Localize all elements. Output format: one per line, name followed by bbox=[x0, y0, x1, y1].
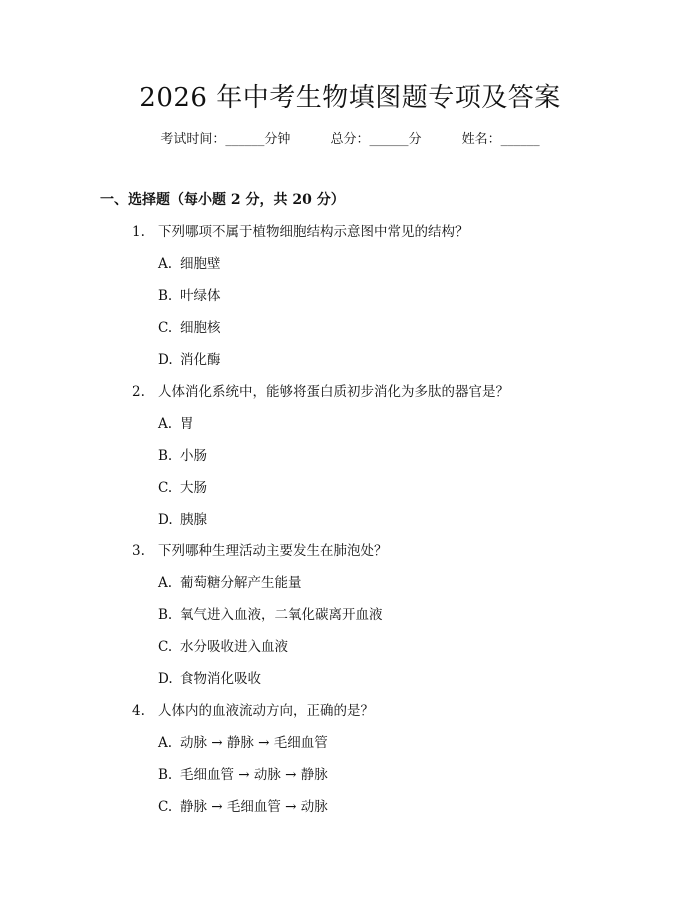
option-text: 消化酶 bbox=[180, 352, 221, 368]
option-item bbox=[158, 765, 328, 785]
option-text: 小肠 bbox=[180, 448, 207, 464]
option-text: 氧气进入血液，二氧化碳离开血液 bbox=[180, 607, 383, 623]
question-text: 下列哪种生理活动主要发生在肺泡处？ bbox=[158, 543, 388, 559]
option-letter: A. bbox=[158, 256, 173, 272]
option-text: 葡萄糖分解产生能量 bbox=[180, 575, 302, 591]
option-letter: C. bbox=[158, 320, 173, 336]
option-text: 叶绿体 bbox=[180, 288, 221, 304]
option-text: 水分吸收进入血液 bbox=[180, 639, 288, 655]
student-name-field: 姓名：______ bbox=[461, 132, 540, 147]
question-2 bbox=[132, 382, 509, 402]
option-text: 胰腺 bbox=[180, 512, 207, 528]
question-text: 人体消化系统中，能够将蛋白质初步消化为多肽的器官是？ bbox=[158, 384, 509, 400]
question-4 bbox=[132, 701, 374, 721]
option-item bbox=[158, 318, 221, 338]
option-item bbox=[158, 446, 207, 466]
option-text: 动脉 → 静脉 → 毛细血管 bbox=[180, 735, 328, 751]
option-letter: A. bbox=[158, 735, 173, 751]
question-number: 3. bbox=[132, 543, 145, 559]
option-item bbox=[158, 510, 207, 530]
option-letter: A. bbox=[158, 575, 173, 591]
option-letter: B. bbox=[158, 607, 173, 623]
option-item bbox=[158, 605, 383, 625]
option-letter: B. bbox=[158, 448, 173, 464]
option-item bbox=[158, 797, 328, 817]
option-letter: B. bbox=[158, 288, 173, 304]
option-text: 细胞核 bbox=[180, 320, 221, 336]
question-number: 2. bbox=[132, 384, 145, 400]
option-letter: C. bbox=[158, 639, 173, 655]
option-item bbox=[158, 350, 221, 370]
option-item bbox=[158, 669, 261, 689]
exam-meta bbox=[0, 130, 700, 150]
option-item bbox=[158, 254, 221, 274]
option-item bbox=[158, 637, 288, 657]
option-item bbox=[158, 573, 302, 593]
option-text: 毛细血管 → 动脉 → 静脉 bbox=[180, 767, 328, 783]
option-text: 胃 bbox=[180, 416, 194, 432]
option-text: 大肠 bbox=[180, 480, 207, 496]
option-item bbox=[158, 286, 221, 306]
option-letter: C. bbox=[158, 799, 173, 815]
section-title: 一、选择题（每小题 2 分，共 20 分） bbox=[100, 192, 345, 208]
question-text: 人体内的血液流动方向，正确的是？ bbox=[158, 703, 374, 719]
exam-time-field: 考试时间：______分钟 bbox=[160, 132, 291, 147]
option-text: 食物消化吸收 bbox=[180, 671, 261, 687]
option-text: 细胞壁 bbox=[180, 256, 221, 272]
total-score-field: 总分：______分 bbox=[330, 132, 422, 147]
option-item bbox=[158, 414, 194, 434]
option-item bbox=[158, 478, 207, 498]
question-number: 1. bbox=[132, 224, 145, 240]
option-letter: C. bbox=[158, 480, 173, 496]
option-letter: D. bbox=[158, 512, 173, 528]
option-letter: B. bbox=[158, 767, 173, 783]
option-text: 静脉 → 毛细血管 → 动脉 bbox=[180, 799, 328, 815]
question-text: 下列哪项不属于植物细胞结构示意图中常见的结构？ bbox=[158, 224, 469, 240]
option-letter: D. bbox=[158, 352, 173, 368]
option-letter: D. bbox=[158, 671, 173, 687]
question-number: 4. bbox=[132, 703, 145, 719]
question-3 bbox=[132, 541, 388, 561]
page-title: 2026 年中考生物填图题专项及答案 bbox=[139, 83, 561, 113]
option-item bbox=[158, 733, 328, 753]
option-letter: A. bbox=[158, 416, 173, 432]
question-1 bbox=[132, 222, 469, 242]
